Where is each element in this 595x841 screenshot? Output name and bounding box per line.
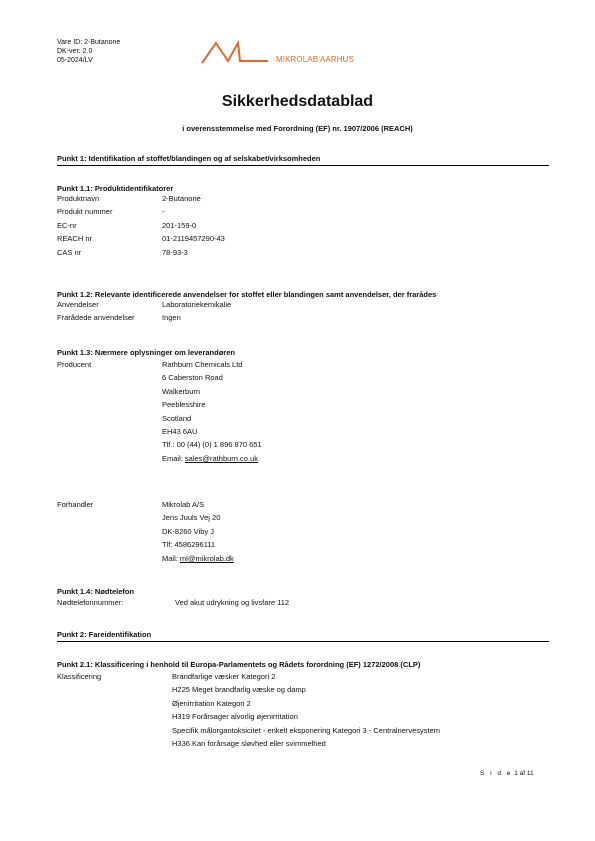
- field-label: Frarådede anvendelser: [57, 313, 135, 323]
- subsection-heading-1-4: Punkt 1.4: Nødtelefon: [57, 587, 135, 596]
- field-row: [57, 192, 225, 205]
- forhandler-block: [57, 498, 234, 565]
- mikrolab-logo-icon: [200, 39, 270, 65]
- brand-name: MIKROLAB AARHUS: [276, 55, 354, 64]
- field-value: -: [162, 207, 165, 217]
- classification-line: Specifik målorgantoksicitet - enkelt eksponering Kategori 3 - Centralnervesystem: [172, 725, 441, 735]
- field-value: Ingen: [162, 313, 181, 323]
- field-label: EC-nr: [57, 220, 77, 230]
- address-line: Peeblesshire: [162, 400, 206, 410]
- forhandler-mail-link[interactable]: ml@mikrolab.dk: [179, 553, 234, 563]
- page-number: [480, 770, 534, 777]
- subsection-heading-2-1: Punkt 2.1: Klassificering i henhold til Europa-Parlamentets og Rådets forordning (EF) 1272/2008 (CLP): [57, 660, 421, 669]
- classification-list: [172, 670, 440, 750]
- section-heading-punkt-2: Punkt 2: Fareidentifikation: [57, 630, 549, 642]
- section-heading-punkt-1: Punkt 1: Identifikation af stoffet/blandingen og af selskabet/virksomheden: [57, 154, 549, 166]
- address-line: Mikrolab A/S: [162, 500, 205, 509]
- producent-address: [162, 358, 262, 465]
- classification-label: Klassificering: [57, 672, 102, 681]
- address-line: 6 Caberston Road: [162, 373, 223, 383]
- classification-line: H319 Forårsager alvorlig øjenirritation: [172, 712, 298, 722]
- address-line: Walkerburn: [162, 386, 201, 396]
- email-prefix: Email:: [162, 453, 185, 463]
- address-line: EH43 6AU: [162, 426, 198, 436]
- field-value: Ved akut udrykning og livsfare 112: [175, 598, 290, 607]
- address-line: Jens Juuls Vej 20: [162, 513, 221, 523]
- meta-line: 05-2024/LV: [57, 57, 93, 64]
- address-line: DK-8260 Viby J: [162, 526, 214, 536]
- email-line: [162, 452, 262, 465]
- field-label: Nødtelefonnummer:: [57, 598, 124, 607]
- phone-line: Tlf: 4586296111: [162, 540, 216, 550]
- classification-line: H225 Meget brandfarlig væske og damp: [172, 685, 306, 695]
- classification-line: Øjenirritation Kategori 2: [172, 698, 251, 708]
- field-row: [57, 246, 225, 259]
- forhandler-label: Forhandler: [57, 500, 94, 509]
- producent-label: Producent: [57, 360, 92, 369]
- field-value: Laboratoriekemikalie: [162, 300, 232, 309]
- subsection-heading-1-3: Punkt 1.3: Nærmere oplysninger om leverandøren: [57, 348, 235, 357]
- field-row: [57, 232, 225, 245]
- classification-line: Brandfarlige væsker Kategori 2: [172, 672, 276, 681]
- classification-block: [57, 670, 440, 750]
- product-identifiers: [57, 192, 225, 259]
- forhandler-address: [162, 498, 234, 565]
- field-label: Produkt nummer: [57, 207, 113, 217]
- field-label: REACH nr: [57, 234, 93, 244]
- field-value: 201-159-0: [162, 220, 197, 230]
- producent-block: [57, 358, 262, 465]
- field-label: Produktnavn: [57, 194, 100, 203]
- field-value: 78-93-3: [162, 247, 188, 257]
- field-value: 01-2119457290-43: [162, 234, 225, 244]
- page-title: Sikkerhedsdatablad: [221, 93, 374, 110]
- phone-line: Tlf.: 00 (44) (0) 1 896 870 651: [162, 440, 262, 450]
- side-label: S i d e: [480, 770, 513, 777]
- emergency-phone-row: [57, 596, 289, 609]
- subsection-heading-1-2: Punkt 1.2: Relevante identificerede anvendelser for stoffet eller blandingen samt anvendelser, der frarådes: [57, 290, 437, 299]
- meta-line: DK-ver: 2.0: [57, 48, 93, 55]
- classification-line: H336 Kan forårsage sløvhed eller svimmelhed: [172, 738, 326, 748]
- field-row: [57, 219, 225, 232]
- mail-prefix: Mail:: [162, 553, 180, 563]
- address-line: Rathburn Chemicals Ltd: [162, 360, 243, 369]
- field-label: CAS nr: [57, 247, 82, 257]
- producent-email-link[interactable]: sales@rathburn.co.uk: [184, 453, 258, 463]
- field-label: Anvendelser: [57, 300, 99, 309]
- field-row: [57, 205, 225, 218]
- field-row: [57, 311, 231, 324]
- subsection-heading-1-1: Punkt 1.1: Produktidentifikatorer: [57, 184, 174, 193]
- mail-line: [162, 552, 234, 565]
- document-meta: [57, 38, 120, 65]
- field-row: [57, 298, 231, 311]
- address-line: Scotland: [162, 413, 192, 423]
- page-count: 1 af 11: [514, 770, 534, 777]
- page-subtitle: i overensstemmelse med Forordning (EF) nr. 1907/2006 (REACH): [182, 124, 413, 133]
- meta-line: Vare ID: 2-Butanone: [57, 39, 121, 46]
- identified-uses: [57, 298, 231, 325]
- field-value: 2-Butanone: [162, 194, 201, 203]
